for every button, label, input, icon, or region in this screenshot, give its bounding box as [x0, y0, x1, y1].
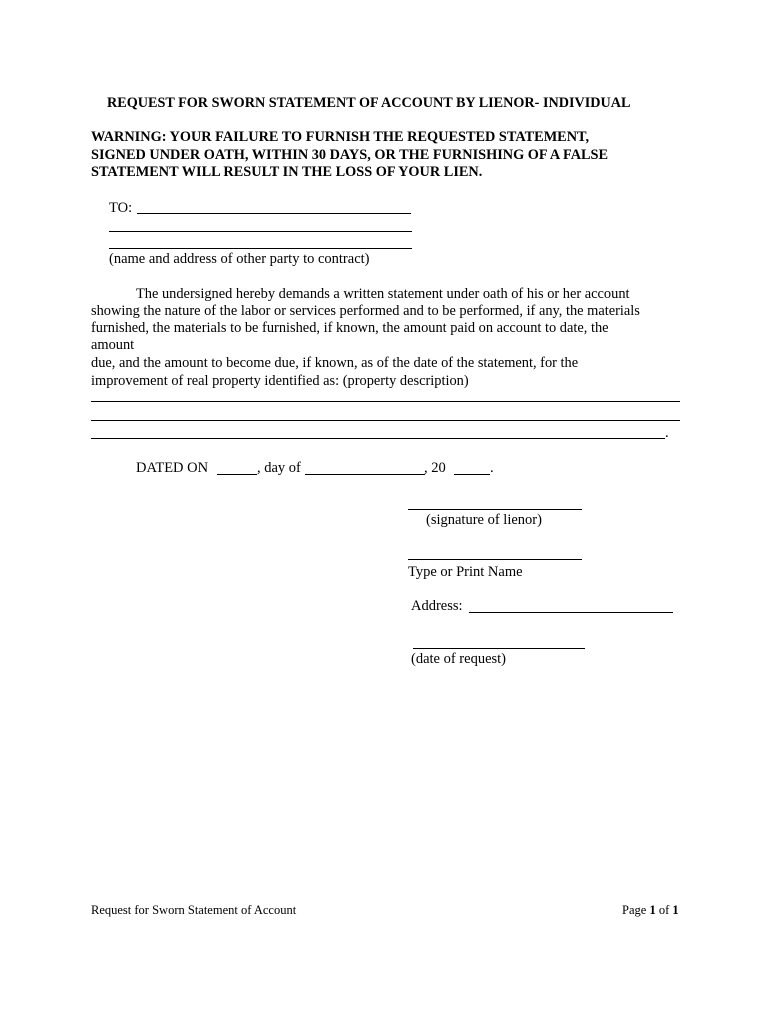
- body-line-6: improvement of real property identified as: (property description): [91, 373, 469, 389]
- property-description-field-1[interactable]: [91, 401, 680, 402]
- print-name-field[interactable]: [408, 559, 582, 560]
- property-description-field-3[interactable]: [91, 438, 665, 439]
- body-line-1: The undersigned hereby demands a written statement under oath of his or her account: [136, 286, 630, 302]
- date-of-request-field[interactable]: [413, 648, 585, 649]
- signature-field[interactable]: [408, 509, 582, 510]
- dated-prefix: DATED ON: [136, 460, 209, 476]
- body-line-5: due, and the amount to become due, if known, as of the date of the statement, for the: [91, 355, 579, 371]
- address-label: Address:: [411, 598, 463, 614]
- to-label: TO:: [109, 200, 133, 216]
- document-title: REQUEST FOR SWORN STATEMENT OF ACCOUNT BY LIENOR- INDIVIDUAL: [107, 95, 631, 111]
- property-description-period: .: [665, 425, 669, 441]
- page-current: 1: [649, 903, 656, 917]
- to-name-field[interactable]: [137, 213, 411, 214]
- warning-line-1: WARNING: YOUR FAILURE TO FURNISH THE REQUESTED STATEMENT,: [91, 129, 590, 145]
- warning-line-3: STATEMENT WILL RESULT IN THE LOSS OF YOUR LIEN.: [91, 164, 483, 180]
- dated-month-field[interactable]: [305, 474, 425, 475]
- page-number: [622, 902, 679, 919]
- to-address-field-1[interactable]: [109, 231, 412, 232]
- dated-year-prefix: , 20: [424, 460, 446, 476]
- body-line-2: showing the nature of the labor or services performed and to be performed, if any, the materials: [91, 303, 640, 319]
- body-line-4: amount: [91, 337, 135, 353]
- page-label: Page: [622, 903, 647, 917]
- dated-year-field[interactable]: [454, 474, 490, 475]
- page-of-label: of: [658, 903, 670, 917]
- body-line-3: furnished, the materials to be furnished, if known, the amount paid on account to date, the: [91, 320, 609, 336]
- to-caption: (name and address of other party to contract): [109, 251, 370, 267]
- dated-end: .: [490, 460, 494, 476]
- address-field[interactable]: [469, 612, 673, 613]
- date-caption: (date of request): [411, 651, 507, 667]
- to-address-field-2[interactable]: [109, 248, 412, 249]
- dated-day-field[interactable]: [217, 474, 257, 475]
- dated-day-of: , day of: [257, 460, 301, 476]
- footer-title: Request for Sworn Statement of Account: [91, 903, 297, 917]
- signature-caption: (signature of lienor): [426, 512, 542, 528]
- warning-line-2: SIGNED UNDER OATH, WITHIN 30 DAYS, OR THE FURNISHING OF A FALSE: [91, 147, 609, 163]
- print-name-label: Type or Print Name: [408, 564, 523, 580]
- property-description-field-2[interactable]: [91, 420, 680, 421]
- page-total: 1: [672, 903, 679, 917]
